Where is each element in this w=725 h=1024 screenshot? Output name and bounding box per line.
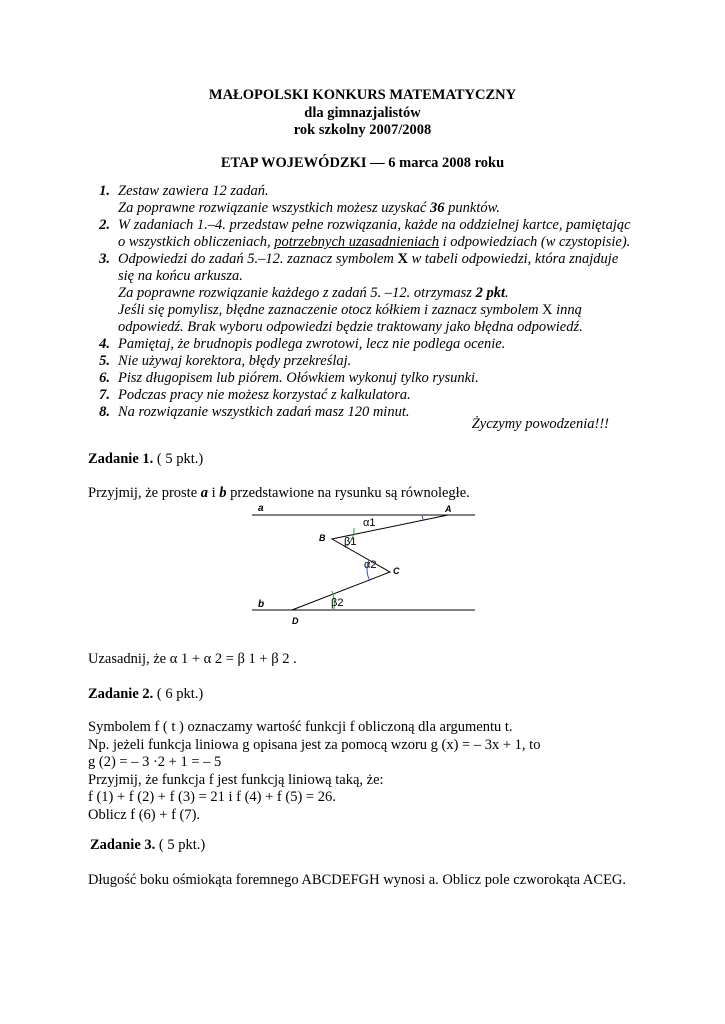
task2-line: f (1) + f (2) + f (3) = 21 i f (4) + f (5) = 26. bbox=[88, 789, 336, 805]
label-D: D bbox=[292, 616, 299, 626]
instruction-text: Za poprawne rozwiązanie wszystkich możesz uzyskać 36 punktów. bbox=[118, 200, 500, 216]
school-year: rok szkolny 2007/2008 bbox=[293, 122, 432, 138]
instruction-text: Pisz długopisem lub piórem. Ołówkiem wykonuj tylko rysunki. bbox=[118, 370, 479, 386]
instruction-number: 6. bbox=[99, 370, 110, 386]
instruction-item bbox=[88, 183, 631, 200]
contest-audience: dla gimnazjalistów bbox=[304, 105, 421, 121]
label-b: b bbox=[258, 599, 265, 610]
label-a: a bbox=[258, 503, 264, 514]
instruction-number: 4. bbox=[99, 336, 110, 352]
instruction-text: Na rozwiązanie wszystkich zadań masz 120 minut. bbox=[118, 404, 410, 420]
task1-text: Przyjmij, że proste a i b przedstawione na rysunku są równoległe. bbox=[88, 485, 470, 501]
instruction-number: 1. bbox=[99, 183, 110, 199]
angle-alpha1-arc bbox=[422, 515, 423, 520]
task1-question: Uzasadnij, że α 1 + α 2 = β 1 + β 2 . bbox=[88, 651, 297, 667]
instruction-text: Podczas pracy nie możesz korzystać z kalkulatora. bbox=[118, 387, 411, 403]
good-luck-message: Życzymy powodzenia!!! bbox=[471, 416, 609, 432]
task2-line: Symbolem f ( t ) oznaczamy wartość funkcji f obliczoną dla argumentu t. bbox=[88, 719, 513, 735]
task3-heading: Zadanie 3. ( 5 pkt.) bbox=[90, 837, 206, 853]
instruction-text: o wszystkich obliczeniach, potrzebnych uzasadnieniach i odpowiedziach (w czystopisie). bbox=[118, 234, 631, 250]
instruction-item bbox=[88, 353, 631, 370]
instruction-number: 8. bbox=[99, 404, 110, 420]
instruction-text: odpowiedź. Brak wyboru odpowiedzi będzie traktowany jako błędna odpowiedź. bbox=[118, 319, 583, 335]
instruction-number: 7. bbox=[99, 387, 110, 403]
instruction-text: Zestaw zawiera 12 zadań. bbox=[118, 183, 269, 199]
instructions-list bbox=[88, 183, 631, 421]
instruction-item bbox=[88, 387, 631, 404]
instruction-text: Jeśli się pomylisz, błędne zaznaczenie otocz kółkiem i zaznacz symbolem X inną bbox=[118, 302, 582, 318]
label-A: A bbox=[445, 504, 452, 514]
task2-line: g (2) = – 3 ·2 + 1 = – 5 bbox=[88, 754, 222, 770]
task3-text: Długość boku ośmiokąta foremnego ABCDEFGH wynosi a. Oblicz pole czworokąta ACEG. bbox=[88, 872, 627, 888]
task1-heading: Zadanie 1. ( 5 pkt.) bbox=[88, 451, 204, 467]
label-C: C bbox=[393, 566, 400, 576]
label-B: B bbox=[319, 533, 326, 543]
instruction-text: Pamiętaj, że brudnopis podlega zwrotowi, lecz nie podlega ocenie. bbox=[118, 336, 506, 352]
instruction-text: Nie używaj korektora, błędy przekreślaj. bbox=[118, 353, 352, 369]
instruction-item: 3. Odpowiedzi do zadań 5.–12. zaznacz symbolem X w tabeli odpowiedzi, która znajduje bbox=[88, 251, 631, 268]
task2-heading: Zadanie 2. ( 6 pkt.) bbox=[88, 686, 204, 702]
label-alpha1: α1 bbox=[363, 517, 376, 529]
task2-body bbox=[88, 719, 540, 824]
instruction-text: W zadaniach 1.–4. przedstaw pełne rozwiązania, każde na oddzielnej kartce, pamiętając bbox=[118, 217, 631, 233]
task2-line: Oblicz f (6) + f (7). bbox=[88, 806, 201, 823]
instruction-item bbox=[88, 217, 631, 234]
task2-line: Przyjmij, że funkcja f jest funkcją liniową taką, że: bbox=[88, 771, 384, 788]
task2-line: Np. jeżeli funkcja liniowa g opisana jest za pomocą wzoru g (x) = – 3x + 1, to bbox=[88, 736, 541, 753]
stage-date: ETAP WOJEWÓDZKI — 6 marca 2008 roku bbox=[220, 155, 505, 171]
instruction-text: Za poprawne rozwiązanie każdego z zadań 5. –12. otrzymasz 2 pkt. bbox=[118, 285, 509, 301]
contest-title: MAŁOPOLSKI KONKURS MATEMATYCZNY bbox=[208, 87, 517, 103]
instruction-number: 2. bbox=[99, 217, 110, 233]
instruction-item bbox=[88, 370, 631, 387]
label-alpha2: α2 bbox=[364, 559, 377, 571]
instruction-number: 3. bbox=[99, 251, 110, 267]
label-beta2: β2 bbox=[331, 597, 344, 609]
instruction-text: się na końcu arkusza. bbox=[118, 268, 243, 284]
label-beta1: β1 bbox=[344, 536, 357, 548]
instruction-number: 5. bbox=[99, 353, 110, 369]
parallel-lines-figure bbox=[250, 502, 480, 628]
instruction-item bbox=[88, 336, 631, 353]
